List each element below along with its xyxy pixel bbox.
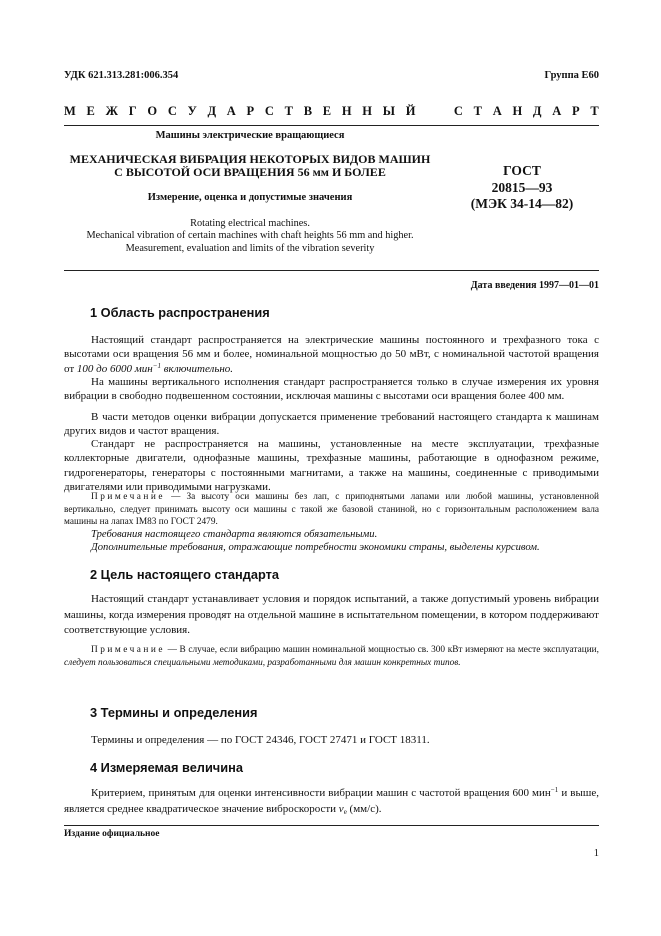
interstate-standard-banner bbox=[64, 104, 599, 119]
gost-label: ГОСТ bbox=[503, 163, 541, 178]
english-line-1: Rotating electrical machines. bbox=[190, 218, 310, 229]
banner-letter: Н bbox=[341, 104, 352, 118]
gost-number: 20815—93 bbox=[491, 179, 553, 195]
section-2-paragraph-1: Настоящий стандарт устанавливает условия и порядок испытаний, а также допустимый уровень вибрации машины, когда измерения проводят на отдельной машине в испытательном помещении, в котором поддерживают соответствующие условия. bbox=[64, 593, 599, 636]
document-subtitle: Машины электрические вращающиеся bbox=[155, 130, 345, 141]
banner-letter: Р bbox=[246, 104, 255, 118]
section-1-paragraph-2: На машины вертикального исполнения стандарт распространяется только в случае измерения их уровня вибрации в свободно подвешенном состоянии, исключая машины с высотами оси вращения более 400 мм. bbox=[64, 376, 599, 403]
introduction-date: Дата введения 1997—01—01 bbox=[470, 280, 599, 291]
gost-designation bbox=[442, 163, 602, 213]
title-rule bbox=[64, 270, 599, 271]
banner-letter: О bbox=[147, 104, 158, 118]
section-1-paragraph-4: Стандарт не распространяется на машины, установленные на месте эксплуатации, трехфазные коллекторные двигатели, однофазные машины, трехфазные машины, работающие в однофазном режиме, гидрогенераторы, генераторы с постоянными магнитами, а также на машины, соединенные с приводимыми двигателями или приводимыми нагрузками. bbox=[64, 438, 599, 494]
section-1-paragraph-3: В части методов оценки вибрации допускается применение требований настоящего стандарта к машинам других видов и частот вращения. bbox=[64, 411, 599, 438]
velocity-symbol: v bbox=[338, 802, 344, 815]
document-title bbox=[64, 153, 436, 179]
banner-letter: Т bbox=[590, 104, 599, 118]
banner-letter: Ы bbox=[382, 104, 396, 118]
iec-number: (МЭК 34-14—82) bbox=[470, 196, 574, 211]
banner-letter: У bbox=[187, 104, 197, 118]
banner-letter: С bbox=[167, 104, 177, 118]
banner-letter: Т bbox=[473, 104, 482, 118]
group-code: Группа Е60 bbox=[544, 70, 599, 81]
banner-letter: С bbox=[453, 104, 463, 118]
title-line-1: МЕХАНИЧЕСКАЯ ВИБРАЦИЯ НЕКОТОРЫХ ВИДОВ МАШИН bbox=[69, 152, 431, 166]
banner-letter: В bbox=[303, 104, 313, 118]
banner-letter: Н bbox=[512, 104, 523, 118]
banner-letter: Р bbox=[571, 104, 580, 118]
banner-letter: Й bbox=[405, 104, 416, 118]
mandatory-requirements-note: Требования настоящего стандарта являются обязательными. bbox=[91, 529, 378, 540]
section-2-note bbox=[64, 644, 599, 669]
text: Настоящий стандарт распространяется на электрические машины постоянного и трехфазного тока с высотами оси вращения 56 мм и более, номинальной мощностью до 50 мВт, с номинальной частотой вращения от bbox=[64, 334, 599, 375]
banner-letter bbox=[426, 104, 429, 119]
udk-code: УДК 621.313.281:006.354 bbox=[64, 70, 179, 81]
banner-letter: С bbox=[264, 104, 274, 118]
section-3-heading: 3 Термины и определения bbox=[90, 705, 258, 720]
subscript: e bbox=[343, 807, 347, 816]
text: 100 до 6000 мин bbox=[76, 362, 153, 375]
banner-letter: Е bbox=[86, 104, 95, 118]
text: (мм/с). bbox=[346, 802, 382, 815]
section-4-heading: 4 Измеряемая величина bbox=[90, 760, 243, 775]
banner-letter: А bbox=[552, 104, 562, 118]
english-title bbox=[64, 218, 436, 255]
header-rule bbox=[64, 125, 599, 126]
superscript: −1 bbox=[550, 786, 559, 794]
banner-letter: М bbox=[64, 104, 76, 118]
section-4-paragraph-1 bbox=[64, 786, 599, 817]
banner-letter: Г bbox=[128, 104, 137, 118]
banner-letter: Д bbox=[532, 104, 542, 118]
measurement-subtitle: Измерение, оценка и допустимые значения bbox=[147, 192, 353, 203]
text: и выше, является среднее квадратическое значение виброскорости bbox=[64, 787, 599, 815]
page-number: 1 bbox=[593, 848, 599, 859]
banner-letter bbox=[440, 104, 443, 119]
english-line-2: Mechanical vibration of certain machines with chaft heights 56 mm and higher. bbox=[86, 230, 414, 242]
official-edition: Издание официальное bbox=[64, 829, 160, 839]
section-1-heading: 1 Область распространения bbox=[90, 305, 270, 320]
footer-rule bbox=[64, 825, 599, 826]
banner-letter: Е bbox=[322, 104, 332, 118]
section-3-paragraph-1: Термины и определения — по ГОСТ 24346, ГОСТ 27471 и ГОСТ 18311. bbox=[91, 734, 430, 746]
section-2-heading: 2 Цель настоящего стандарта bbox=[90, 567, 279, 582]
banner-letter: Д bbox=[207, 104, 217, 118]
note-italic: следует пользоваться специальными методиками, разработанными для машин конкретных типов. bbox=[64, 657, 461, 668]
banner-letter: Ж bbox=[105, 104, 118, 118]
banner-letter: Н bbox=[362, 104, 373, 118]
banner-letter: А bbox=[492, 104, 502, 118]
banner-letter: Т bbox=[284, 104, 293, 118]
frequency-range bbox=[77, 363, 233, 375]
note-text: — За высоту оси машины без лап, с приподнятыми лапами или любой машины, установленной вертикально, следует принимать высоту оси машины с такой же базовой станиной, но с горизонтальным расположением вала машины на лапах IM83 по ГОСТ 2479. bbox=[64, 492, 599, 527]
note-label: Примечание bbox=[91, 492, 165, 502]
title-line-2: С ВЫСОТОЙ ОСИ ВРАЩЕНИЯ 56 мм И БОЛЕЕ bbox=[114, 165, 386, 179]
text: включительно. bbox=[160, 362, 234, 375]
english-line-3: Measurement, evaluation and limits of the vibration severity bbox=[125, 242, 375, 254]
note-text: — В случае, если вибрацию машин номинальной мощностью св. 300 кВт измеряют на месте эксплуатации, bbox=[165, 645, 599, 655]
additional-requirements-note: Дополнительные требования, отражающие потребности экономики страны, выделены курсивом. bbox=[91, 542, 540, 553]
superscript: −1 bbox=[152, 361, 161, 370]
note-label: Примечание bbox=[91, 645, 165, 655]
section-1-note bbox=[64, 491, 599, 529]
banner-letter: А bbox=[226, 104, 236, 118]
text: Критерием, принятым для оценки интенсивности вибрации машин с частотой вращения 600 мин bbox=[91, 787, 551, 799]
section-1-paragraph-1 bbox=[64, 333, 599, 376]
